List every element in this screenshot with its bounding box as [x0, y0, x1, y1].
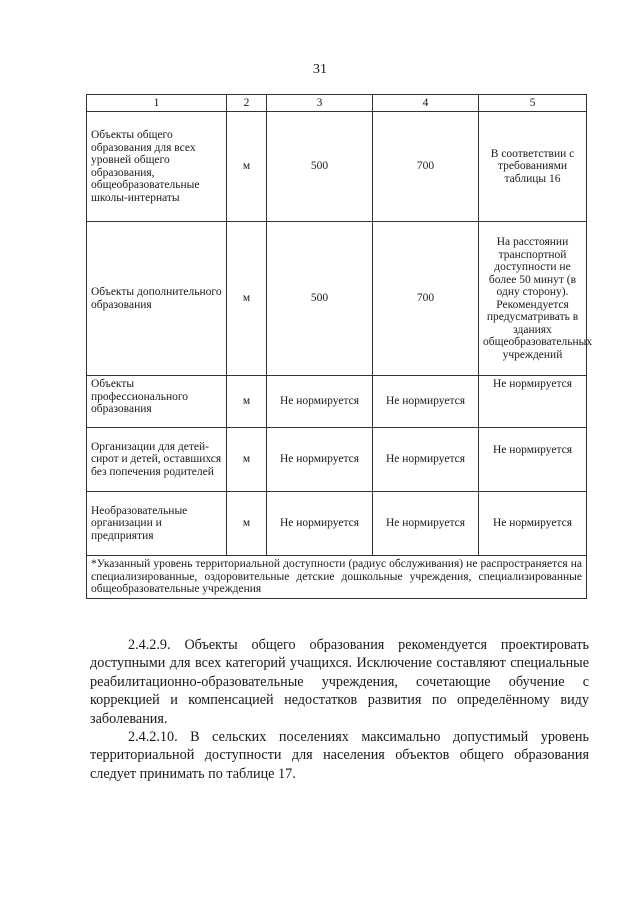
unit-cell: м [227, 112, 267, 222]
note-cell: Не нормируется [479, 428, 587, 492]
unit-cell: м [227, 492, 267, 556]
unit-cell: м [227, 428, 267, 492]
table-row [87, 492, 587, 556]
paragraph-2-4-2-10: 2.4.2.10. В сельских поселениях максимально допустимый уровень территориальной доступности для населения объектов общего образования следует принимать по таблице 17. [90, 729, 589, 782]
facility-type-cell: Объекты профессионального образования [87, 376, 227, 428]
header-cell-2: 2 [227, 95, 267, 112]
facility-type-cell: Объекты общего образования для всех уровней общего образования, общеобразовательные школы-интернаты [87, 112, 227, 222]
header-cell-4: 4 [373, 95, 479, 112]
note-cell: Не нормируется [479, 376, 587, 428]
table-row [87, 112, 587, 222]
facility-type-cell: Необразовательные организации и предприятия [87, 492, 227, 556]
accessibility-table [86, 94, 593, 599]
value-cell: 500 [267, 222, 373, 376]
value-cell: 700 [373, 222, 479, 376]
table-row [87, 222, 587, 376]
unit-cell: м [227, 376, 267, 428]
value-cell: Не нормируется [373, 492, 479, 556]
value-cell: 500 [267, 112, 373, 222]
body-text [90, 636, 589, 783]
header-cell-3: 3 [267, 95, 373, 112]
table-row [87, 428, 587, 492]
note-cell: В соответствии с требованиями таблицы 16 [479, 112, 587, 222]
value-cell: Не нормируется [267, 428, 373, 492]
note-cell: На расстоянии транспортной доступности не более 50 минут (в одну сторону). Рекомендуется предусматривать в зданиях общеобразовательных учреждений [479, 222, 587, 376]
header-cell-5: 5 [479, 95, 587, 112]
note-cell: Не нормируется [479, 492, 587, 556]
facility-type-cell: Организации для детей-сирот и детей, оставшихся без попечения родителей [87, 428, 227, 492]
unit-cell: м [227, 222, 267, 376]
value-cell: 700 [373, 112, 479, 222]
facility-type-cell: Объекты дополнительного образования [87, 222, 227, 376]
header-cell-1: 1 [87, 95, 227, 112]
value-cell: Не нормируется [373, 376, 479, 428]
value-cell: Не нормируется [267, 492, 373, 556]
value-cell: Не нормируется [373, 428, 479, 492]
table-row [87, 376, 587, 428]
table-footnote-row [87, 556, 587, 599]
paragraph-2-4-2-9: 2.4.2.9. Объекты общего образования рекомендуется проектировать доступными для всех категорий учащихся. Исключение составляют специальные реабилитационно-образовательные учреждения, сочетающие обучение с коррекцией и компенсацией недостатков развития по определённому виду заболевания. [90, 637, 589, 727]
table-footnote: *Указанный уровень территориальной доступности (радиус обслуживания) не распространяется на специализированные, оздоровительные детские дошкольные учреждения, специализированные общеобразовательные учреждения [87, 556, 587, 599]
value-cell: Не нормируется [267, 376, 373, 428]
table-header-row [87, 95, 587, 112]
page-number: 31 [313, 62, 327, 77]
